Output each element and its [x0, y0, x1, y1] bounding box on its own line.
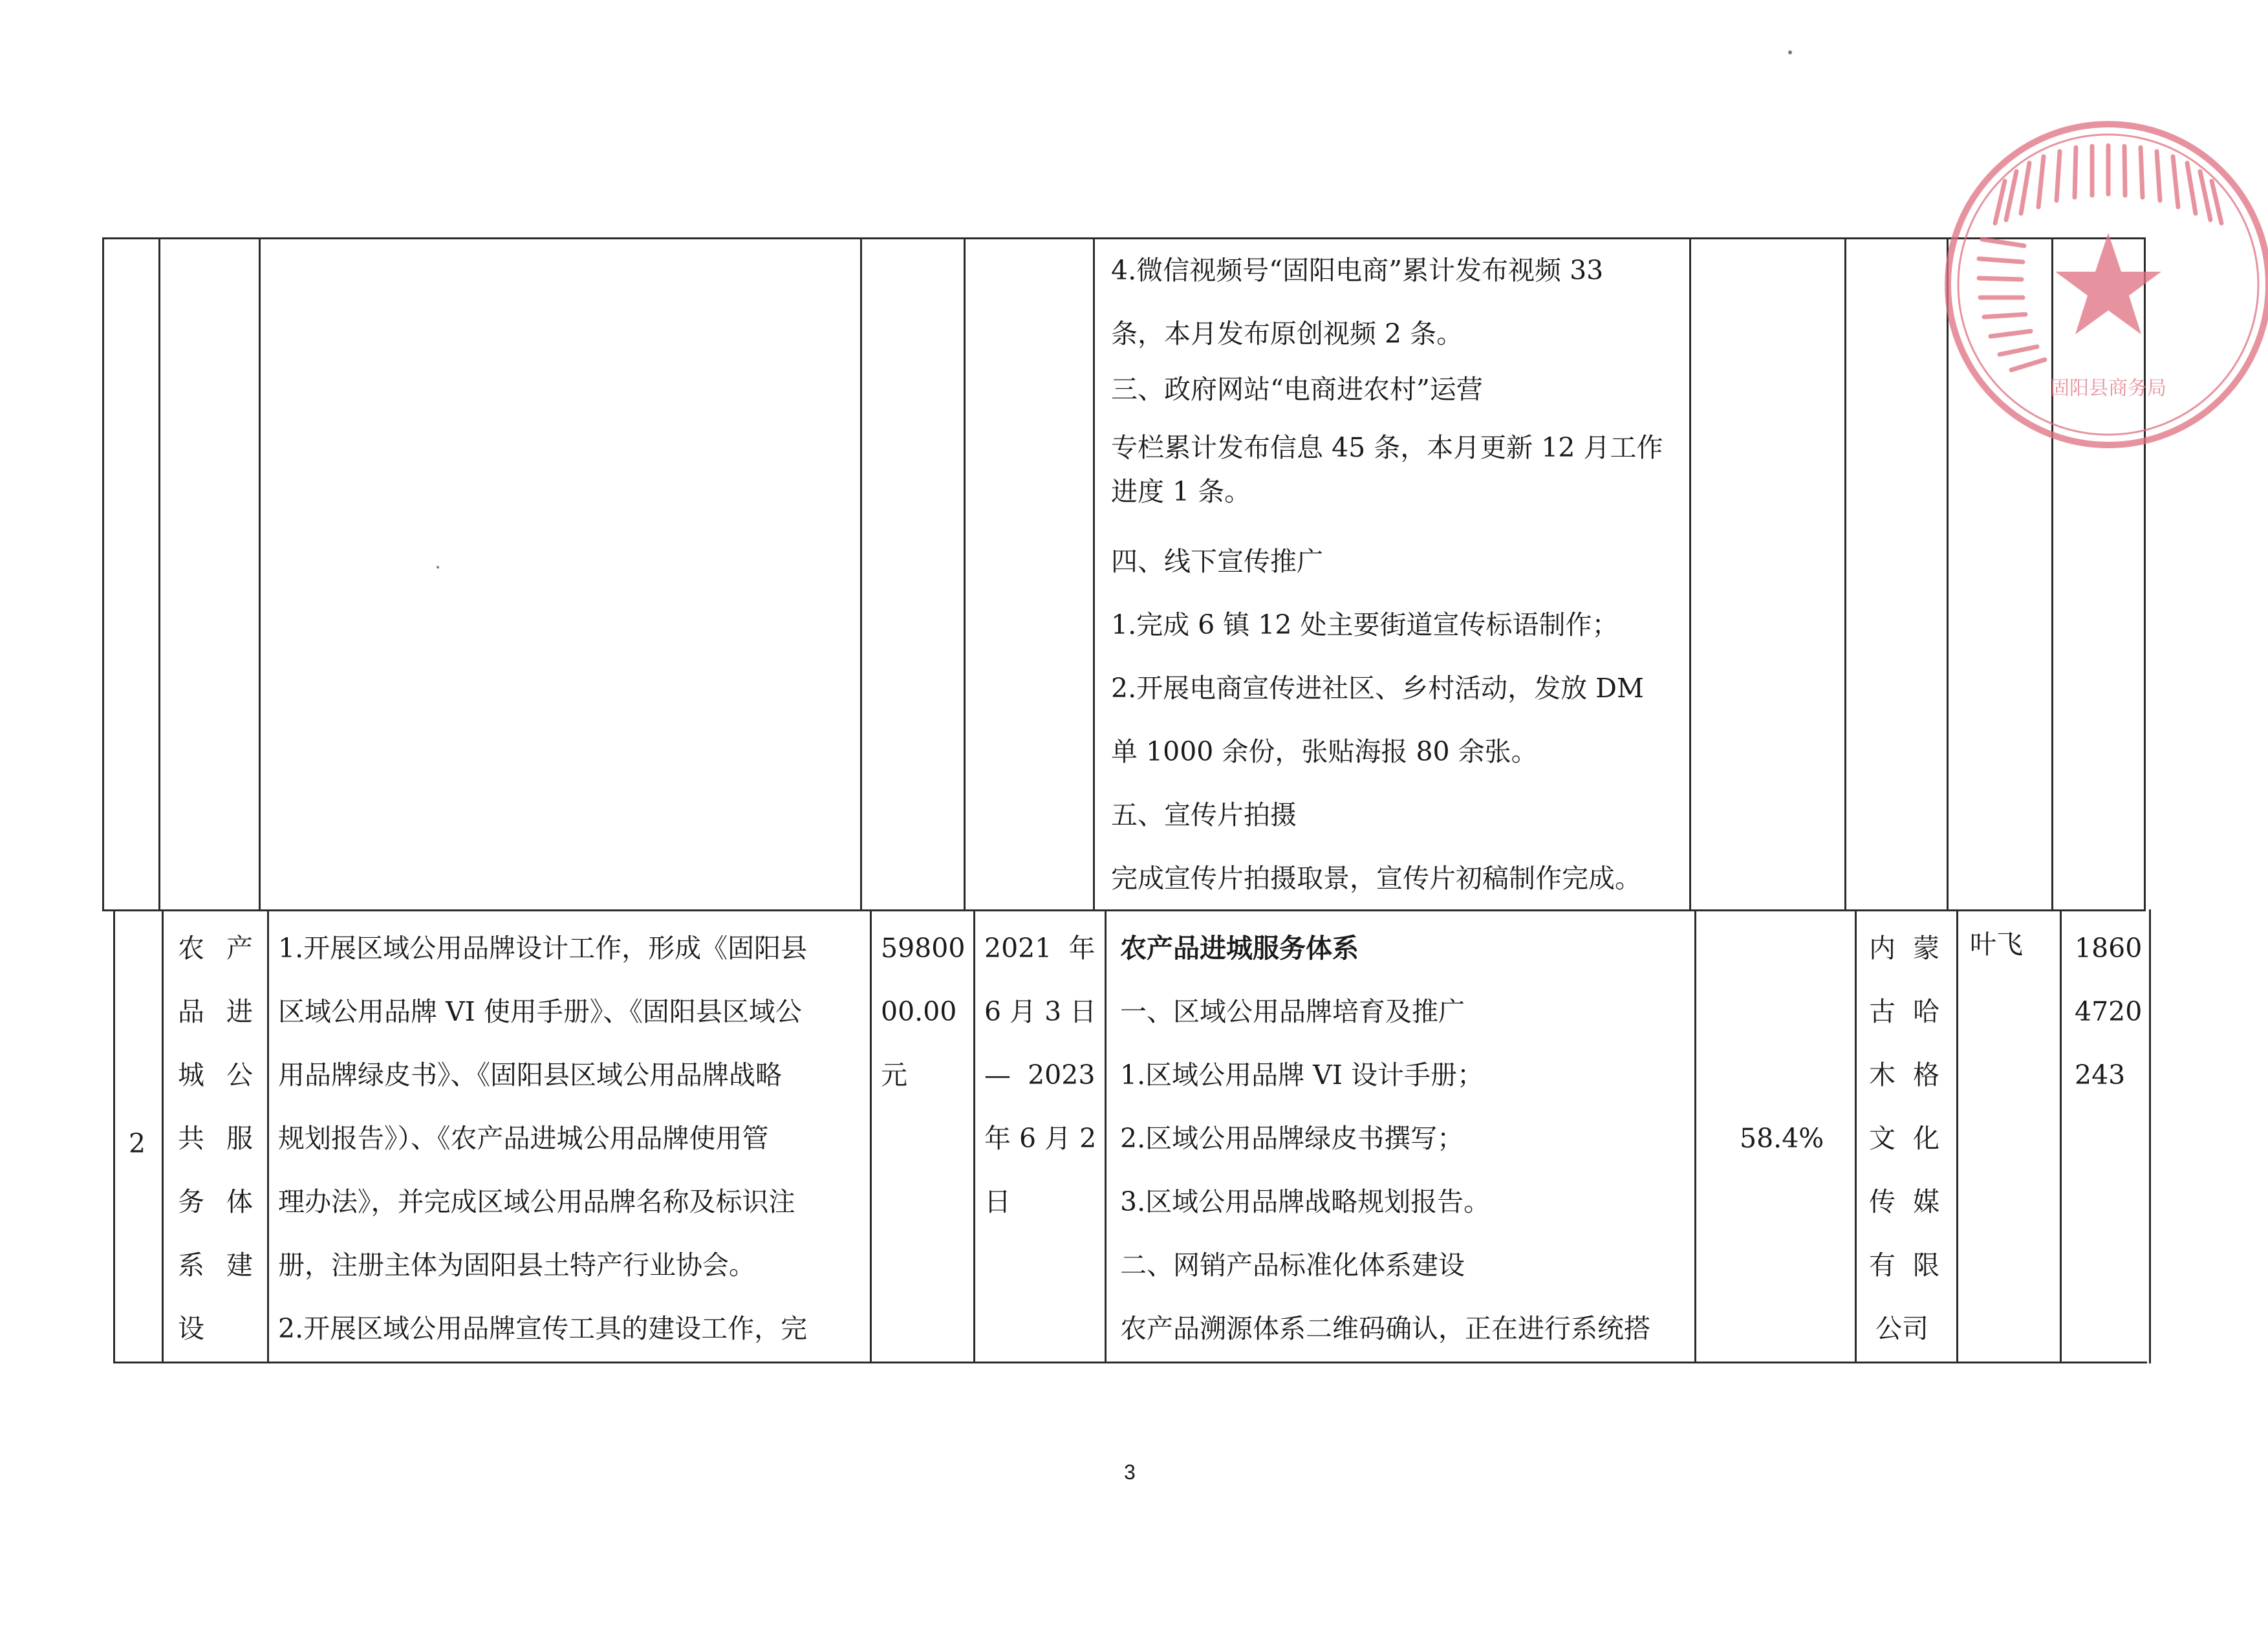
completion-percent: 58.4% — [1740, 1123, 1824, 1154]
progress-line: 1.完成 6 镇 12 处主要街道宣传标语制作； — [1111, 609, 1619, 640]
project-name-char: 农 — [178, 933, 204, 964]
col-line-4b — [870, 909, 872, 1363]
project-name-char: 品 — [178, 996, 204, 1027]
seal-star-icon — [2055, 233, 2161, 334]
company-char: 有 — [1869, 1250, 1895, 1281]
company-char: 文 — [1869, 1123, 1895, 1154]
progress-title: 农产品进城服务体系 — [1120, 933, 1359, 964]
phone-line: 243 — [2075, 1059, 2126, 1091]
company-char: 格 — [1913, 1059, 1939, 1091]
progress-line: 进度 1 条。 — [1111, 476, 1251, 507]
project-name-char: 系 — [178, 1250, 204, 1281]
official-seal-stamp — [1934, 110, 2268, 459]
company-char: 公司 — [1875, 1313, 1928, 1344]
company-char: 哈 — [1913, 996, 1939, 1027]
period-line: 2021 年 — [984, 933, 1096, 964]
col-line-2 — [158, 237, 160, 911]
content-line: 区域公用品牌 VI 使用手册》、《固阳县区域公 — [278, 996, 802, 1027]
phone-line: 4720 — [2075, 996, 2143, 1027]
period-line: 6 月 3 日 — [984, 996, 1097, 1027]
col-line-3 — [259, 237, 261, 911]
project-name-char: 体 — [226, 1186, 253, 1217]
progress-line: 单 1000 余份，张贴海报 80 余张。 — [1111, 736, 1538, 767]
progress-line: 1.区域公用品牌 VI 设计手册； — [1120, 1059, 1484, 1091]
col-line-8b — [1855, 909, 1857, 1363]
scan-speck — [1788, 50, 1792, 54]
phone-line: 1860 — [2075, 933, 2143, 964]
progress-line: 条，本月发布原创视频 2 条。 — [1111, 318, 1463, 349]
amount-line: 元 — [881, 1059, 907, 1091]
project-name-char: 产 — [226, 933, 253, 964]
company-char: 限 — [1913, 1250, 1939, 1281]
progress-line: 3.区域公用品牌战略规划报告。 — [1120, 1186, 1491, 1217]
progress-line: 三、政府网站“电商进农村”运营 — [1111, 374, 1483, 405]
company-char: 木 — [1869, 1059, 1895, 1091]
amount-line: 00.00 — [881, 996, 957, 1027]
project-name-char: 城 — [178, 1059, 204, 1091]
content-line: 规划报告》）、《农产品进城公用品牌使用管 — [278, 1123, 769, 1154]
project-name-char: 公 — [226, 1059, 253, 1091]
progress-line: 完成宣传片拍摄取景，宣传片初稿制作完成。 — [1111, 863, 1641, 894]
progress-line: 4.微信视频号“固阳电商”累计发布视频 33 — [1111, 255, 1604, 286]
col-line-3b — [267, 909, 269, 1363]
period-line: — 2023 — [984, 1059, 1096, 1091]
col-line-9b — [1956, 909, 1958, 1363]
company-char: 蒙 — [1913, 933, 1939, 964]
content-line: 册，注册主体为固阳县土特产行业协会。 — [278, 1250, 755, 1281]
scan-speck — [437, 566, 439, 569]
progress-line: 一、区域公用品牌培育及推广 — [1120, 996, 1465, 1027]
table-bottom-border — [113, 1362, 2147, 1363]
col-line-10b — [2060, 909, 2062, 1363]
company-char: 媒 — [1913, 1186, 1939, 1217]
contact-person: 叶飞 — [1970, 929, 2023, 960]
amount-line: 59800 — [881, 933, 966, 964]
project-name-char: 服 — [226, 1123, 253, 1154]
company-char: 内 — [1869, 933, 1895, 964]
period-line: 日 — [984, 1186, 1011, 1217]
company-char: 古 — [1869, 996, 1895, 1027]
content-line: 2.开展区域公用品牌宣传工具的建设工作，完 — [278, 1313, 808, 1344]
table-top-border — [102, 237, 2146, 239]
progress-line: 农产品溯源体系二维码确认，正在进行系统搭 — [1120, 1313, 1650, 1344]
col-line-8 — [1844, 237, 1846, 911]
seal-text: 固阳县商务局 — [2050, 377, 2166, 400]
col-line-4 — [860, 237, 862, 911]
col-line-6 — [1093, 237, 1095, 911]
col-line-5 — [964, 237, 966, 911]
col-line-11b — [2149, 909, 2151, 1363]
col-line-2b — [162, 909, 164, 1363]
project-name-char: 设 — [178, 1313, 204, 1344]
col-line-5b — [973, 909, 975, 1363]
progress-line: 专栏累计发布信息 45 条，本月更新 12 月工作 — [1111, 432, 1663, 463]
row-separator — [102, 909, 2146, 911]
content-line: 理办法》，并完成区域公用品牌名称及标识注 — [278, 1186, 795, 1217]
col-line-7b — [1694, 909, 1696, 1363]
progress-line: 五、宣传片拍摄 — [1111, 799, 1297, 830]
col-line-7 — [1689, 237, 1691, 911]
company-char: 传 — [1869, 1186, 1895, 1217]
project-name-char: 共 — [178, 1123, 204, 1154]
period-line: 年 6 月 2 — [984, 1123, 1097, 1154]
row-index: 2 — [129, 1128, 146, 1159]
content-line: 1.开展区域公用品牌设计工作，形成《固阳县 — [278, 933, 808, 964]
col-line-1b — [113, 909, 115, 1363]
project-name-char: 务 — [178, 1186, 204, 1217]
progress-line: 四、线下宣传推广 — [1111, 546, 1323, 577]
project-name-char: 进 — [226, 996, 253, 1027]
progress-line: 2.开展电商宣传进社区、乡村活动，发放 DM — [1111, 673, 1645, 704]
project-name-char: 建 — [226, 1250, 253, 1281]
progress-line: 2.区域公用品牌绿皮书撰写； — [1120, 1123, 1464, 1154]
col-line-6b — [1105, 909, 1107, 1363]
content-line: 用品牌绿皮书》、《固阳县区域公用品牌战略 — [278, 1059, 782, 1091]
progress-line: 二、网销产品标准化体系建设 — [1120, 1250, 1465, 1281]
company-char: 化 — [1913, 1123, 1939, 1154]
col-line-1 — [102, 237, 104, 911]
page-number: 3 — [1124, 1460, 1136, 1484]
